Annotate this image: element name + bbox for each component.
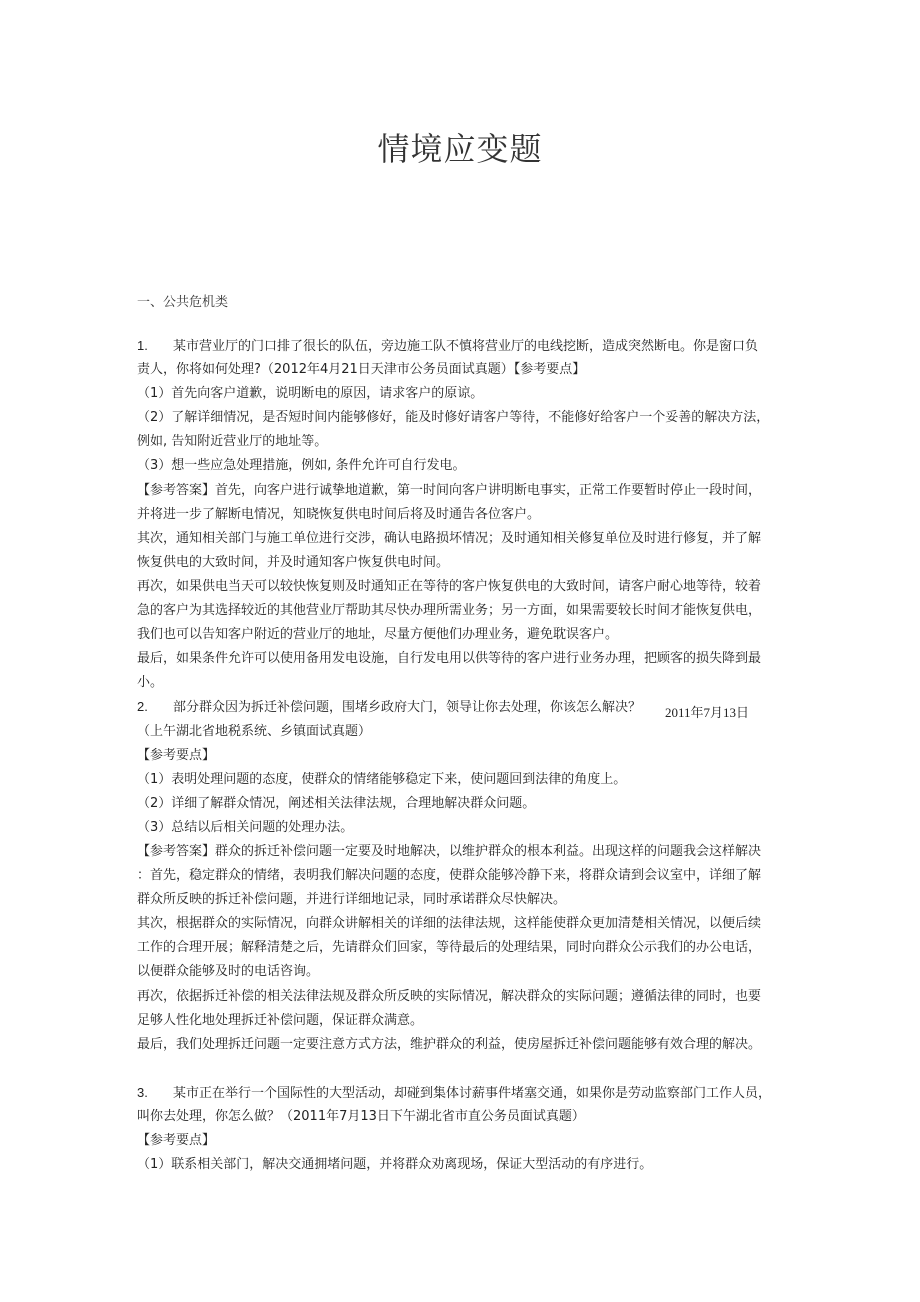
text-line: 并将进一步了解断电情况，知晓恢复供电时间后将及时通告各位客户。 — [137, 506, 541, 522]
text-line: （1）联系相关部门，解决交通拥堵问题，并将群众劝离现场，保证大型活动的有序进行。 — [137, 1157, 653, 1173]
text-line: 我们也可以告知客户附近的营业厅的地址，尽量方便他们办理业务，避免耽误客户。 — [137, 627, 619, 643]
text-line: 足够人性化地处理拆迁补偿问题，保证群众满意。 — [137, 1012, 424, 1028]
text-line: 再次，依据拆迁补偿的相关法律法规及群众所反映的实际情况，解决群众的实际问题；遵循法律的同时，也要 — [137, 988, 762, 1004]
text-line: 例如, 告知附近营业厅的地址等。 — [137, 434, 328, 450]
text-line: 【参考答案】首先，向客户进行诚挚地道歉，第一时间向客户讲明断电事实，正常工作要暂时停止一段时间， — [137, 482, 762, 498]
question-text: 某市正在举行一个国际性的大型活动，却碰到集体讨薪事件堵塞交通，如果你是劳动监察部门工作人员， — [173, 1085, 772, 1101]
question-number: 3. — [137, 1084, 148, 1100]
question-number: 1. — [137, 338, 148, 353]
text-line: 最后，我们处理拆迁问题一定要注意方式方法，维护群众的利益，使房屋拆迁补偿问题能够有效合理的解决。 — [137, 1036, 762, 1052]
question-text: 部分群众因为拆迁补偿问题，围堵乡政府大门，领导让你去处理，你该怎么解决？ — [173, 700, 642, 716]
document-body — [137, 334, 797, 1177]
text-line: 再次，如果供电当天可以较快恢复则及时通知正在等待的客户恢复供电的大致时间，请客户耐心地等待，较着 — [137, 578, 762, 594]
text-line: （3）想一些应急处理措施，例如, 条件允许可自行发电。 — [137, 458, 466, 474]
text-line: （2）详细了解群众情况，阐述相关法律法规，合理地解决群众问题。 — [137, 795, 536, 811]
text-line: 群众所反映的拆迁补偿问题，并进行详细地记录，同时承诺群众尽快解决。 — [137, 892, 567, 908]
text-line: 责人，你将如何处理?（2012年4月21日天津市公务员面试真题）【参考要点】 — [137, 362, 586, 378]
text-line: 其次，通知相关部门与施工单位进行交涉，确认电路损坏情况；及时通知相关修复单位及时进行修复，并了解 — [137, 530, 762, 546]
text-line: 工作的合理开展；解释清楚之后，先请群众们回家，等待最后的处理结果，同时向群众公示我们的办公电话， — [137, 940, 762, 956]
question-1-line — [137, 334, 797, 358]
text-line: 恢复供电的大致时间，并及时通知客户恢复供电时间。 — [137, 554, 450, 570]
question-number: 2. — [137, 699, 148, 715]
text-line: 其次，根据群众的实际情况，向群众讲解相关的详细的法律法规，这样能使群众更加清楚相关情况，以便后续 — [137, 916, 762, 932]
text-line: 【参考要点】 — [137, 1133, 216, 1149]
text-line: （3）总结以后相关问题的处理办法。 — [137, 819, 354, 835]
section-heading: 一、公共危机类 — [137, 295, 229, 310]
blank-line — [137, 1057, 797, 1081]
question-date: 2011年7月13日 — [665, 705, 750, 721]
text-line: ：首先，稳定群众的情绪，表明我们解决问题的态度，使群众能够冷静下来，将群众请到会议室中，详细了解 — [137, 868, 762, 884]
text-line: 小。 — [137, 675, 164, 691]
document-title: 情境应变题 — [377, 130, 543, 168]
text-line: （1）首先向客户道歉，说明断电的原因，请求客户的原谅。 — [137, 386, 484, 402]
text-line: （1）表明处理问题的态度，使群众的情绪能够稳定下来，使问题回到法律的角度上。 — [137, 771, 627, 787]
text-line: 【参考答案】群众的拆迁补偿问题一定要及时地解决，以维护群众的根本利益。出现这样的问题我会这样解决 — [137, 843, 762, 859]
text-line: 以便群众能够及时的电话咨询。 — [137, 964, 320, 980]
text-line: 急的客户为其选择较近的其他营业厅帮助其尽快办理所需业务；另一方面，如果需要较长时间才能恢复供电， — [137, 603, 762, 619]
question-2-line — [137, 695, 797, 719]
text-line: 最后，如果条件允许可以使用备用发电设施，自行发电用以供等待的客户进行业务办理，把顾客的损失降到最 — [137, 651, 762, 667]
text-line: （上午湖北省地税系统、乡镇面试真题） — [137, 723, 372, 739]
question-3-line — [137, 1081, 797, 1105]
text-line: 叫你去处理，你怎么做？（2011年7月13日下午湖北省市直公务员面试真题） — [137, 1109, 585, 1124]
text-line: 【参考要点】 — [137, 747, 216, 763]
text-line: （2）了解详细情况，是否短时间内能够修好，能及时修好请客户等待，不能修好给客户一个妥善的解决方法， — [137, 410, 770, 426]
question-text: 某市营业厅的门口排了很长的队伍，旁边施工队不慎将营业厅的电线挖断，造成突然断电。你是窗口负 — [173, 339, 759, 354]
